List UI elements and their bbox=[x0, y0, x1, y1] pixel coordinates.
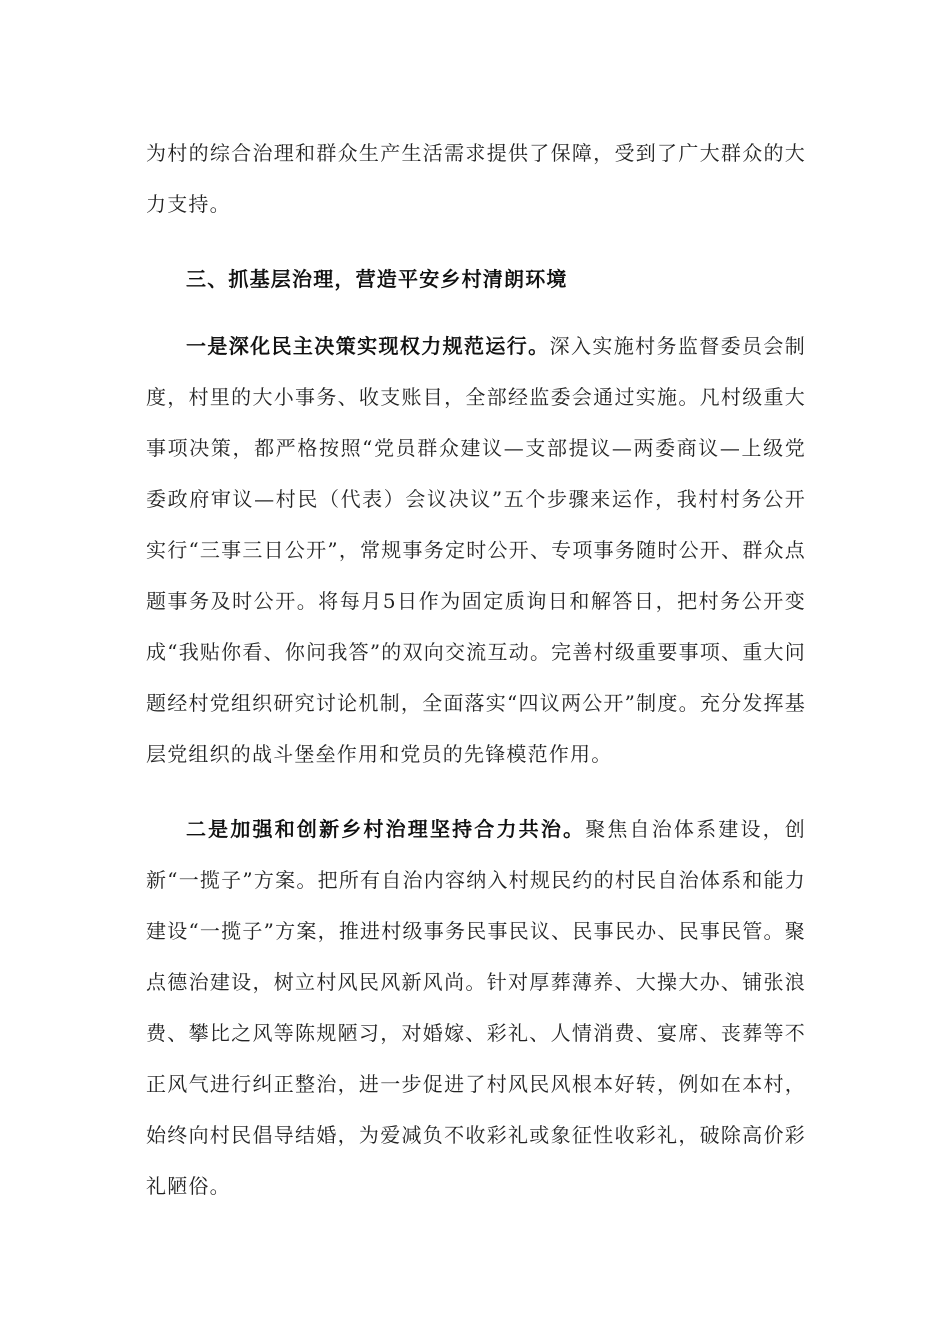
document-body bbox=[146, 128, 806, 1212]
paragraph-item-1-body: 深入实施村务监督委员会制度，村里的大小事务、收支账目，全部经监委会通过实施。凡村级重大事项决策，都严格按照“党员群众建议—支部提议—两委商议—上级党委政府审议—村民（代表）会议决议”五个步骤来运作，我村村务公开实行“三事三日公开”，常规事务定时公开、专项事务随时公开、群众点题事务及时公开。将每月5日作为固定质询日和解答日，把村务公开变成“我贴你看、你问我答”的双向交流互动。完善村级重要事项、重大问题经村党组织研究讨论机制，全面落实“四议两公开”制度。充分发挥基层党组织的战斗堡垒作用和党员的先锋模范作用。 bbox=[146, 334, 807, 766]
paragraph-item-1-lead: 一是深化民主决策实现权力规范运行。 bbox=[186, 334, 550, 358]
paragraph-item-2-lead: 二是加强和创新乡村治理坚持合力共治。 bbox=[186, 817, 586, 841]
paragraph-item-2-body: 聚焦自治体系建设，创新“一揽子”方案。把所有自治内容纳入村规民约的村民自治体系和能力建设“一揽子”方案，推进村级事务民事民议、民事民办、民事民管。聚点德治建设，树立村风民风新风尚。针对厚葬薄养、大操大办、铺张浪费、攀比之风等陈规陋习，对婚嫁、彩礼、人情消费、宴席、丧葬等不正风气进行纠正整治，进一步促进了村风民风根本好转，例如在本村，始终向村民倡导结婚，为爱减负不收彩礼或象征性收彩礼，破除高价彩礼陋俗。 bbox=[146, 817, 807, 1198]
paragraph-item-2 bbox=[146, 804, 806, 1212]
paragraph-item-1 bbox=[146, 321, 806, 780]
paragraph-continuation: 为村的综合治理和群众生产生活需求提供了保障，受到了广大群众的大力支持。 bbox=[146, 141, 806, 216]
section-heading: 三、抓基层治理，营造平安乡村清朗环境 bbox=[186, 267, 568, 291]
